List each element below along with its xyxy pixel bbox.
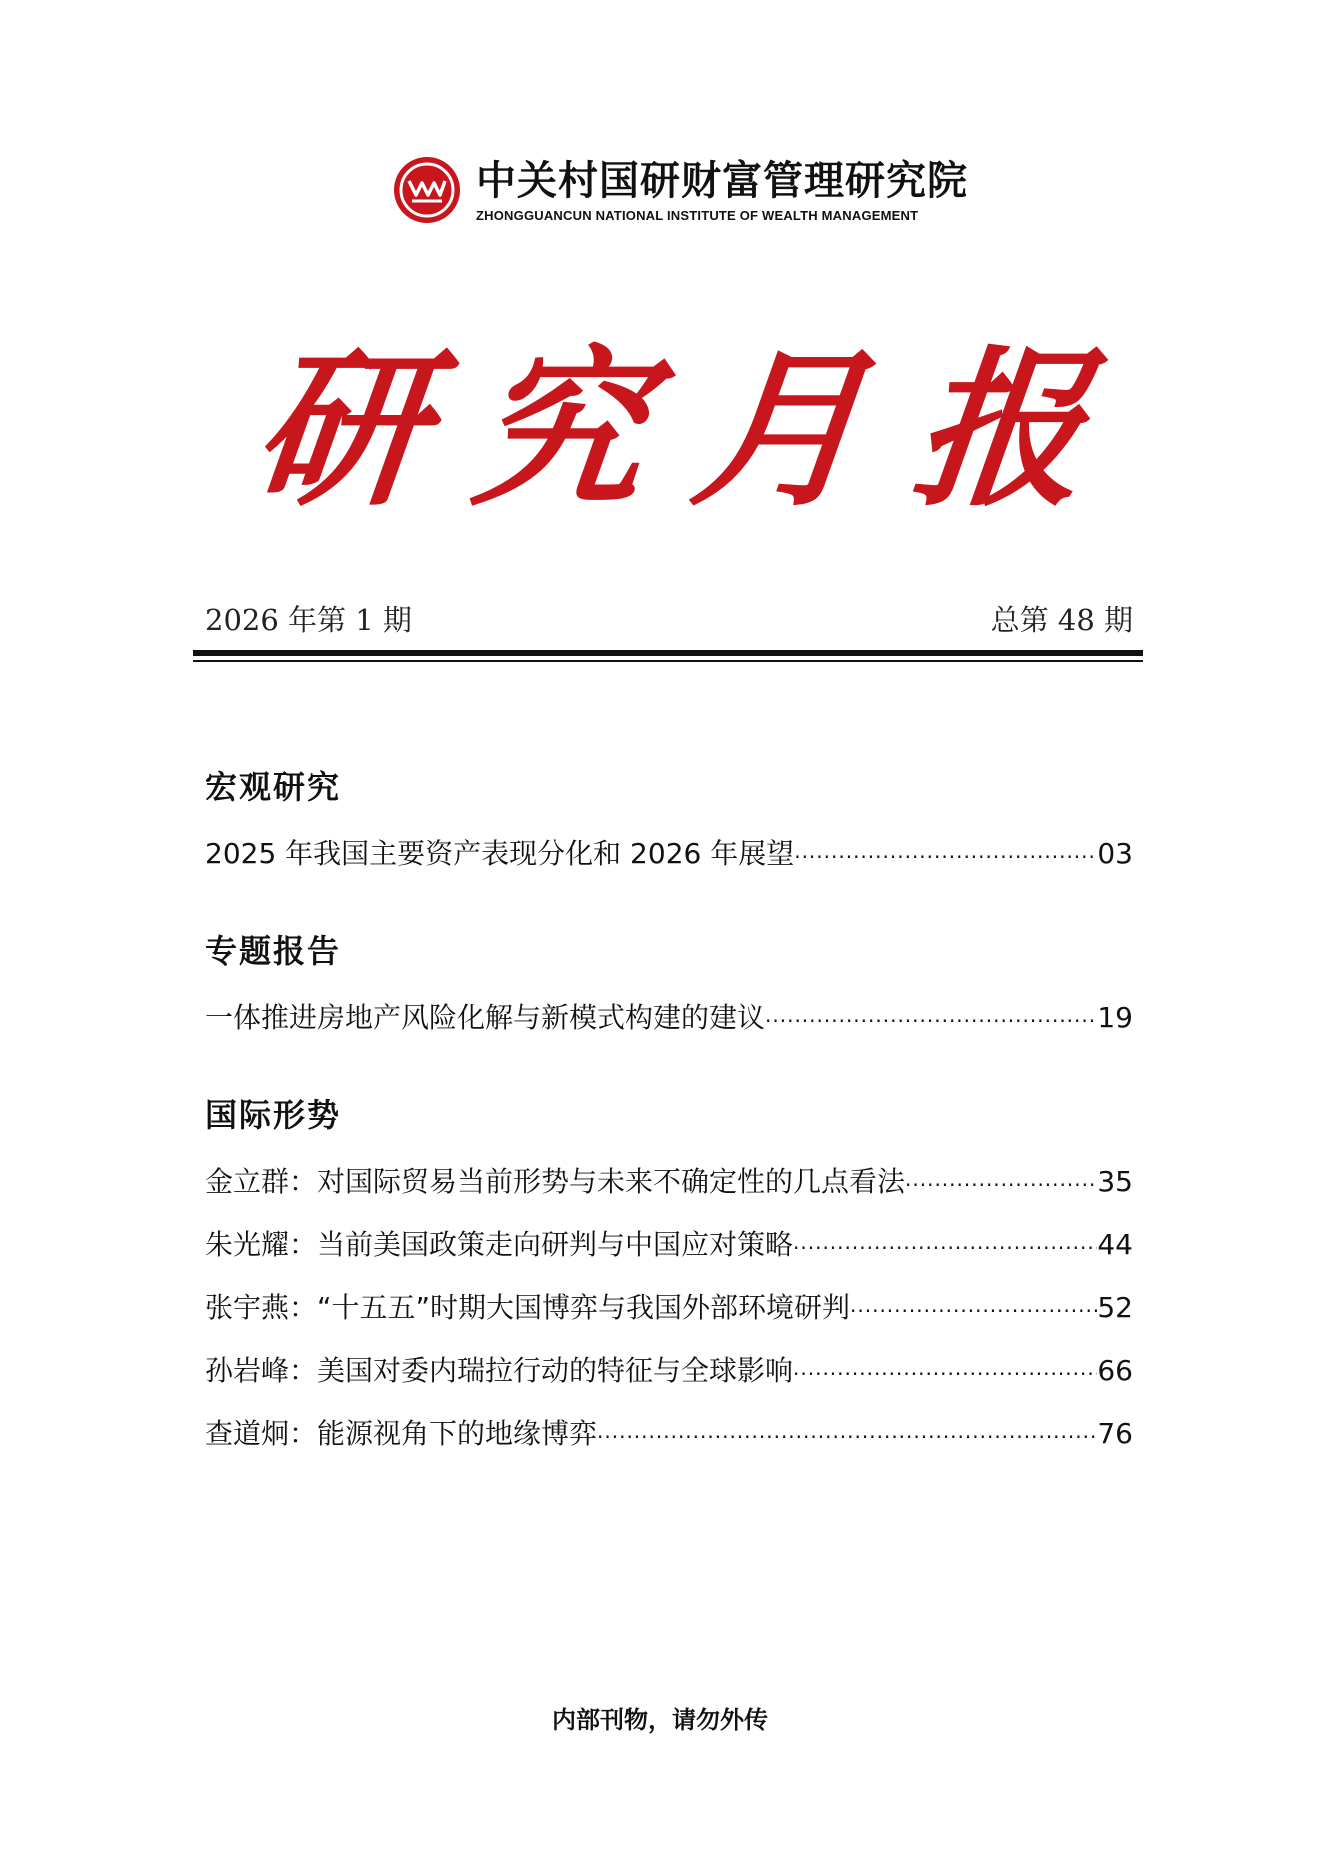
institute-seal-icon: [392, 155, 462, 225]
toc-page-number: 03: [1097, 837, 1133, 870]
section-title: 专题报告: [205, 932, 342, 970]
title-char: 报: [904, 330, 1096, 530]
report-title: [244, 330, 1096, 530]
toc-entry[interactable]: [205, 834, 1133, 874]
toc-entry-title: 金立群：对国际贸易当前形势与未来不确定性的几点看法: [205, 1165, 906, 1198]
institute-name-en: ZHONGGUANCUN NATIONAL INSTITUTE OF WEALTH MANAGEMENT: [476, 207, 919, 223]
toc-entry[interactable]: [205, 1414, 1133, 1454]
leader-dots: [905, 1168, 1097, 1202]
leader-dots: [597, 1420, 1097, 1454]
issue-info: [205, 598, 1133, 639]
toc-page-number: 66: [1097, 1354, 1133, 1387]
title-char: 月: [684, 330, 876, 530]
leader-dots: [794, 840, 1097, 874]
leader-dots: [793, 1231, 1097, 1265]
divider-thick: [193, 650, 1143, 656]
title-char: 研: [244, 330, 436, 530]
toc-entry[interactable]: [205, 1351, 1133, 1391]
toc-entry-title: 2025 年我国主要资产表现分化和 2026 年展望: [205, 837, 795, 870]
toc-entry[interactable]: [205, 998, 1133, 1038]
table-of-contents: [205, 700, 1133, 1454]
issue-total: 总第 48 期: [990, 603, 1133, 637]
leader-dots: [850, 1294, 1097, 1328]
section-title: 宏观研究: [205, 768, 342, 806]
title-char: 究: [464, 330, 656, 530]
toc-page-number: 76: [1097, 1417, 1133, 1450]
toc-page-number: 19: [1097, 1001, 1133, 1034]
toc-entry-title: 朱光耀：当前美国政策走向研判与中国应对策略: [205, 1228, 794, 1261]
divider-thin: [193, 660, 1143, 662]
toc-page-number: 52: [1097, 1291, 1133, 1324]
toc-entry-title: 一体推进房地产风险化解与新模式构建的建议: [205, 1001, 766, 1034]
toc-entry[interactable]: [205, 1225, 1133, 1265]
issue-number: 2026 年第 1 期: [205, 603, 412, 637]
confidentiality-note: 内部刊物，请勿外传: [552, 1706, 768, 1734]
toc-page-number: 44: [1097, 1228, 1133, 1261]
toc-entry-title: 张宇燕：“十五五”时期大国博弈与我国外部环境研判: [205, 1291, 851, 1324]
toc-entry-title: 孙岩峰：美国对委内瑞拉行动的特征与全球影响: [205, 1354, 794, 1387]
toc-entry[interactable]: [205, 1288, 1133, 1328]
toc-entry-title: 查道炯：能源视角下的地缘博弈: [205, 1417, 598, 1450]
leader-dots: [765, 1004, 1097, 1038]
leader-dots: [793, 1357, 1097, 1391]
section-title: 国际形势: [205, 1096, 342, 1134]
toc-page-number: 35: [1097, 1165, 1133, 1198]
toc-entry[interactable]: [205, 1162, 1133, 1202]
institute-logo: [392, 150, 968, 230]
institute-name-cn: 中关村国研财富管理研究院: [476, 157, 968, 204]
